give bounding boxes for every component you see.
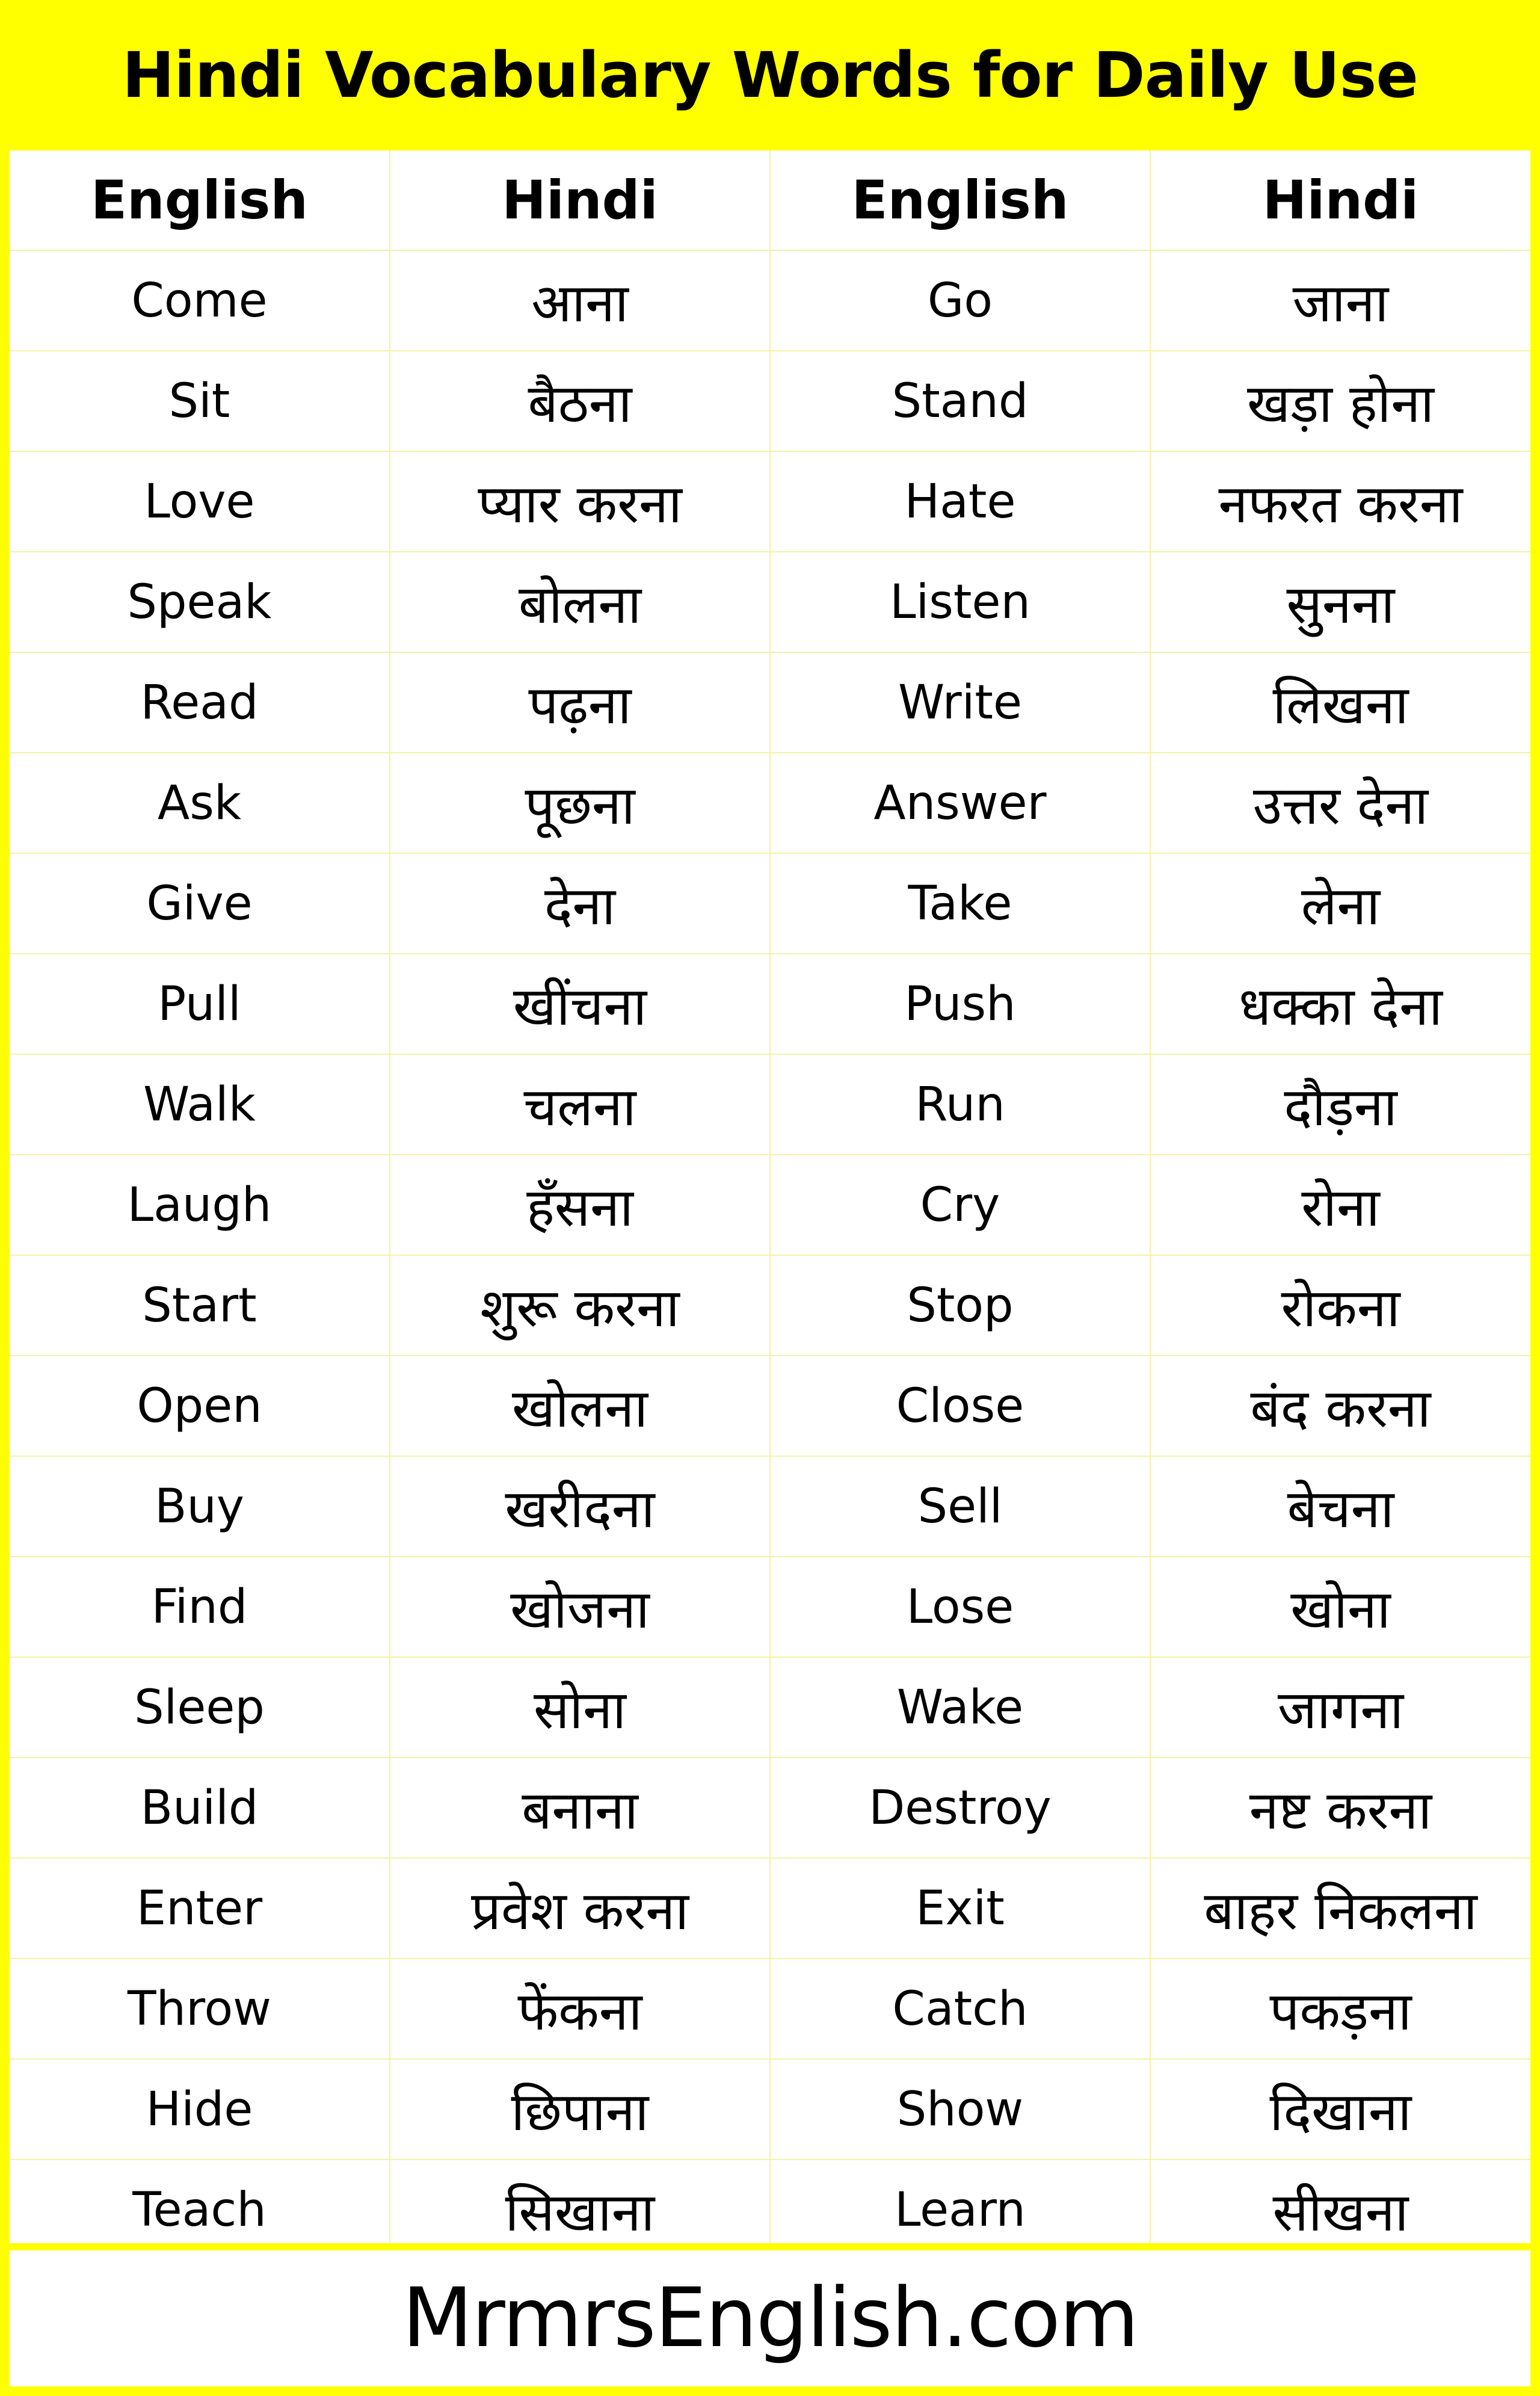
column-header: Hindi [390,150,770,250]
website-label: MrmrsEnglish.com [402,2271,1138,2366]
hindi-word-cell: जागना [1150,1657,1530,1758]
hindi-word-cell: बाहर निकलना [1150,1858,1530,1959]
english-word-cell: Hate [770,451,1150,552]
hindi-word-cell: बंद करना [1150,1356,1530,1456]
english-word-cell: Show [770,2059,1150,2160]
table-row [10,1456,1530,1557]
hindi-word-cell: सिखाना [390,2160,770,2260]
hindi-word-cell: खड़ा होना [1150,351,1530,451]
column-header: English [10,150,390,250]
hindi-word-cell: पकड़ना [1150,1959,1530,2059]
english-word-cell: Write [770,652,1150,753]
table-row [10,250,1530,351]
hindi-word-cell: दौड़ना [1150,1054,1530,1155]
hindi-word-cell: छिपाना [390,2059,770,2160]
title-bar [0,0,1540,150]
table-row [10,1758,1530,1858]
english-word-cell: Stand [770,351,1150,451]
hindi-word-cell: रोकना [1150,1255,1530,1356]
english-word-cell: Sell [770,1456,1150,1557]
english-word-cell: Sleep [10,1657,390,1758]
english-word-cell: Answer [770,753,1150,853]
english-word-cell: Read [10,652,390,753]
hindi-word-cell: सुनना [1150,552,1530,652]
english-word-cell: Learn [770,2160,1150,2260]
english-word-cell: Throw [10,1959,390,2059]
column-header: English [770,150,1150,250]
hindi-word-cell: चलना [390,1054,770,1155]
hindi-word-cell: खरीदना [390,1456,770,1557]
hindi-word-cell: हँसना [390,1155,770,1255]
english-word-cell: Laugh [10,1155,390,1255]
english-word-cell: Push [770,954,1150,1054]
english-word-cell: Speak [10,552,390,652]
english-word-cell: Love [10,451,390,552]
english-word-cell: Come [10,250,390,351]
hindi-word-cell: लेना [1150,853,1530,954]
english-word-cell: Teach [10,2160,390,2260]
hindi-word-cell: आना [390,250,770,351]
hindi-word-cell: बोलना [390,552,770,652]
english-word-cell: Exit [770,1858,1150,1959]
hindi-word-cell: सोना [390,1657,770,1758]
table-row [10,753,1530,853]
table-row [10,1054,1530,1155]
english-word-cell: Take [770,853,1150,954]
hindi-word-cell: देना [390,853,770,954]
hindi-word-cell: पूछना [390,753,770,853]
table-row [10,652,1530,753]
hindi-word-cell: पढ़ना [390,652,770,753]
table-row [10,1858,1530,1959]
hindi-word-cell: नष्ट करना [1150,1758,1530,1858]
hindi-word-cell: सीखना [1150,2160,1530,2260]
hindi-word-cell: खींचना [390,954,770,1054]
hindi-word-cell: प्यार करना [390,451,770,552]
english-word-cell: Sit [10,351,390,451]
table-row [10,1959,1530,2059]
footer-divider [0,2243,1540,2250]
table-row [10,2059,1530,2160]
hindi-word-cell: शुरू करना [390,1255,770,1356]
english-word-cell: Find [10,1557,390,1657]
vocabulary-table-panel [10,150,1530,2243]
hindi-word-cell: प्रवेश करना [390,1858,770,1959]
table-row [10,1657,1530,1758]
english-word-cell: Run [770,1054,1150,1155]
english-word-cell: Buy [10,1456,390,1557]
english-word-cell: Lose [770,1557,1150,1657]
hindi-word-cell: रोना [1150,1155,1530,1255]
table-row [10,351,1530,451]
table-row [10,1557,1530,1657]
table-body [10,250,1530,2260]
hindi-word-cell: खोना [1150,1557,1530,1657]
table-row [10,954,1530,1054]
english-word-cell: Stop [770,1255,1150,1356]
english-word-cell: Cry [770,1155,1150,1255]
table-row [10,853,1530,954]
hindi-word-cell: नफरत करना [1150,451,1530,552]
hindi-word-cell: दिखाना [1150,2059,1530,2160]
english-word-cell: Destroy [770,1758,1150,1858]
hindi-word-cell: बैठना [390,351,770,451]
table-row [10,451,1530,552]
english-word-cell: Open [10,1356,390,1456]
hindi-word-cell: बनाना [390,1758,770,1858]
page-title: Hindi Vocabulary Words for Daily Use [122,39,1418,112]
english-word-cell: Catch [770,1959,1150,2059]
hindi-word-cell: खोलना [390,1356,770,1456]
hindi-word-cell: फेंकना [390,1959,770,2059]
english-word-cell: Go [770,250,1150,351]
vocabulary-table [10,150,1530,2261]
hindi-word-cell: जाना [1150,250,1530,351]
english-word-cell: Build [10,1758,390,1858]
table-row [10,1356,1530,1456]
hindi-word-cell: बेचना [1150,1456,1530,1557]
hindi-word-cell: खोजना [390,1557,770,1657]
footer [10,2250,1530,2386]
column-header: Hindi [1150,150,1530,250]
english-word-cell: Start [10,1255,390,1356]
english-word-cell: Hide [10,2059,390,2160]
table-header-row [10,150,1530,250]
english-word-cell: Close [770,1356,1150,1456]
hindi-word-cell: उत्तर देना [1150,753,1530,853]
english-word-cell: Listen [770,552,1150,652]
table-row [10,552,1530,652]
english-word-cell: Enter [10,1858,390,1959]
hindi-word-cell: लिखना [1150,652,1530,753]
english-word-cell: Walk [10,1054,390,1155]
english-word-cell: Give [10,853,390,954]
table-row [10,1155,1530,1255]
english-word-cell: Wake [770,1657,1150,1758]
english-word-cell: Pull [10,954,390,1054]
english-word-cell: Ask [10,753,390,853]
hindi-word-cell: धक्का देना [1150,954,1530,1054]
table-row [10,1255,1530,1356]
